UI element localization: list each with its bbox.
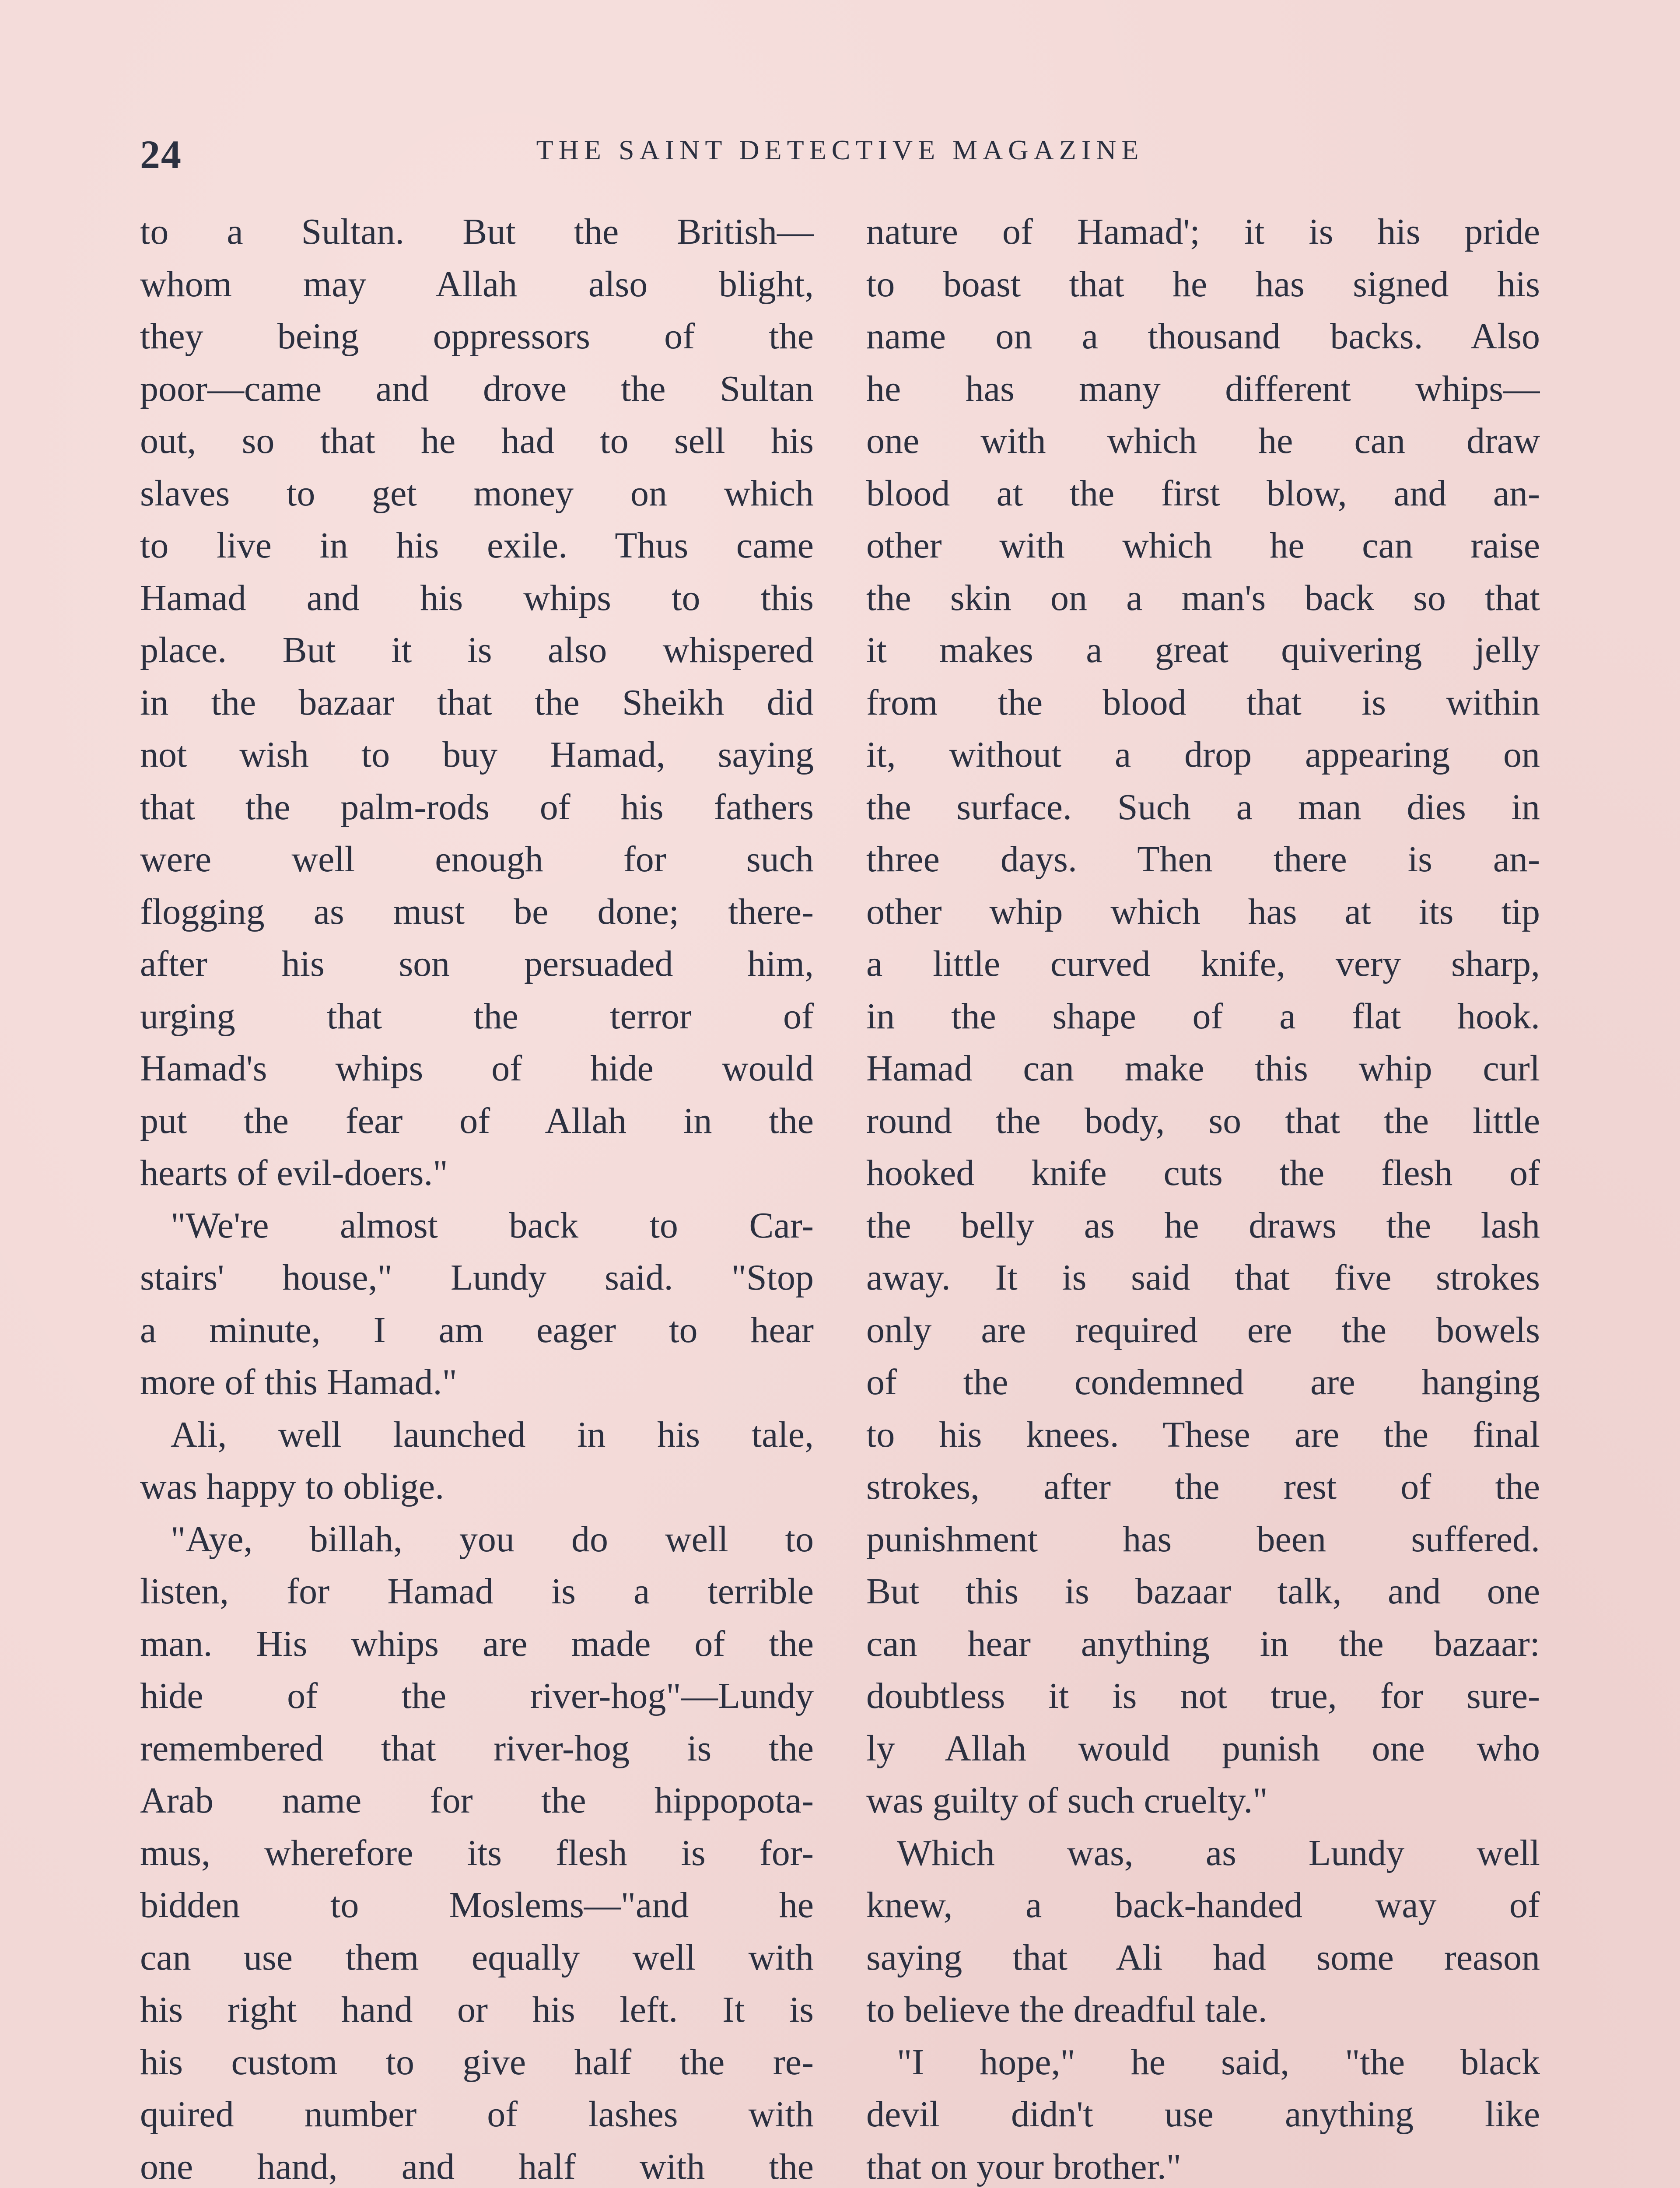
- text-line: was guilty of such cruelty.": [866, 1780, 1268, 1821]
- text-line: the belly as he draws the lash: [866, 1205, 1540, 1246]
- text-line: nature of Hamad'; it is his pride: [866, 211, 1540, 252]
- text-line: urging that the terror of: [140, 996, 814, 1037]
- text-line: put the fear of Allah in the: [140, 1100, 814, 1141]
- page-header: [140, 131, 1540, 184]
- text-line: to boast that he has signed his: [866, 263, 1540, 305]
- left-text-column: [140, 206, 814, 2188]
- text-line: hooked knife cuts the flesh of: [866, 1153, 1540, 1193]
- text-line: away. It is said that five strokes: [866, 1257, 1540, 1298]
- text-line: can use them equally well with: [140, 1937, 814, 1978]
- text-line: Hamad's whips of hide would: [140, 1048, 814, 1089]
- text-line: the skin on a man's back so that: [866, 577, 1540, 618]
- text-line: in the bazaar that the Sheikh did: [140, 682, 814, 723]
- running-title: THE SAINT DETECTIVE MAGAZINE: [536, 134, 1144, 165]
- text-line: quired number of lashes with: [140, 2094, 814, 2135]
- text-line: not wish to buy Hamad, saying: [140, 734, 814, 775]
- text-line: poor—came and drove the Sultan: [140, 368, 814, 409]
- text-line: hide of the river-hog"—Lundy: [140, 1676, 814, 1716]
- text-line: Which was, as Lundy well: [897, 1832, 1540, 1873]
- text-line: Hamad can make this whip curl: [866, 1048, 1540, 1089]
- text-line: he has many different whips—: [866, 368, 1540, 409]
- text-line: Arab name for the hippopota-: [140, 1780, 814, 1821]
- text-line: that the palm-rods of his fathers: [140, 786, 814, 828]
- text-line: name on a thousand backs. Also: [866, 316, 1540, 357]
- text-line: whom may Allah also blight,: [140, 263, 814, 305]
- text-line: bidden to Moslems—"and he: [140, 1885, 814, 1925]
- text-line: mus, wherefore its flesh is for-: [140, 1832, 814, 1873]
- text-line: they being oppressors of the: [140, 316, 814, 357]
- text-line: listen, for Hamad is a terrible: [140, 1571, 814, 1612]
- text-line: can hear anything in the bazaar:: [866, 1623, 1540, 1664]
- text-line: after his son persuaded him,: [140, 943, 814, 984]
- text-line: ly Allah would punish one who: [866, 1728, 1540, 1769]
- text-line: one hand, and half with the: [140, 2146, 814, 2187]
- text-line: flogging as must be done; there-: [140, 891, 814, 932]
- text-line: from the blood that is within: [866, 682, 1540, 723]
- text-line: it makes a great quivering jelly: [866, 630, 1540, 670]
- text-line: the surface. Such a man dies in: [866, 786, 1540, 828]
- text-line: "Aye, billah, you do well to: [171, 1518, 814, 1560]
- text-line: remembered that river-hog is the: [140, 1728, 814, 1769]
- text-line: man. His whips are made of the: [140, 1623, 814, 1664]
- text-line: But this is bazaar talk, and one: [866, 1571, 1540, 1612]
- text-line: a little curved knife, very sharp,: [866, 943, 1540, 984]
- text-line: three days. Then there is an-: [866, 839, 1540, 880]
- text-line: Ali, well launched in his tale,: [171, 1414, 814, 1455]
- text-line: Hamad and his whips to this: [140, 577, 814, 618]
- text-line: it, without a drop appearing on: [866, 734, 1540, 775]
- text-line: to believe the dreadful tale.: [866, 1989, 1267, 2030]
- text-line: only are required ere the bowels: [866, 1309, 1540, 1350]
- text-line: were well enough for such: [140, 839, 814, 880]
- text-line: hearts of evil-doers.": [140, 1153, 448, 1193]
- text-line: other whip which has at its tip: [866, 891, 1540, 932]
- text-line: his right hand or his left. It is: [140, 1989, 814, 2030]
- page-number: 24: [140, 132, 182, 177]
- text-line: strokes, after the rest of the: [866, 1466, 1540, 1507]
- text-line: knew, a back-handed way of: [866, 1885, 1540, 1925]
- text-line: punishment has been suffered.: [866, 1518, 1540, 1560]
- text-line: place. But it is also whispered: [140, 630, 814, 670]
- text-line: his custom to give half the re-: [140, 2041, 814, 2083]
- text-line: a minute, I am eager to hear: [140, 1309, 814, 1350]
- text-line: one with which he can draw: [866, 421, 1540, 461]
- text-line: to a Sultan. But the British—: [140, 211, 814, 252]
- text-line: blood at the first blow, and an-: [866, 473, 1540, 514]
- text-line: that on your brother.": [866, 2146, 1182, 2187]
- text-line: "We're almost back to Car-: [171, 1205, 814, 1246]
- text-line: other with which he can raise: [866, 525, 1540, 566]
- text-line: "I hope," he said, "the black: [897, 2041, 1540, 2083]
- right-text-column: [866, 206, 1540, 2188]
- text-line: to live in his exile. Thus came: [140, 525, 814, 566]
- text-line: round the body, so that the little: [866, 1100, 1540, 1141]
- text-line: more of this Hamad.": [140, 1362, 457, 1403]
- text-line: saying that Ali had some reason: [866, 1937, 1540, 1978]
- text-line: slaves to get money on which: [140, 473, 814, 514]
- text-line: was happy to oblige.: [140, 1466, 444, 1507]
- text-line: doubtless it is not true, for sure-: [866, 1676, 1540, 1716]
- text-line: in the shape of a flat hook.: [866, 996, 1540, 1037]
- text-line: of the condemned are hanging: [866, 1362, 1540, 1403]
- text-line: devil didn't use anything like: [866, 2094, 1540, 2135]
- text-line: stairs' house," Lundy said. "Stop: [140, 1257, 814, 1298]
- text-line: out, so that he had to sell his: [140, 421, 814, 461]
- text-line: to his knees. These are the final: [866, 1414, 1540, 1455]
